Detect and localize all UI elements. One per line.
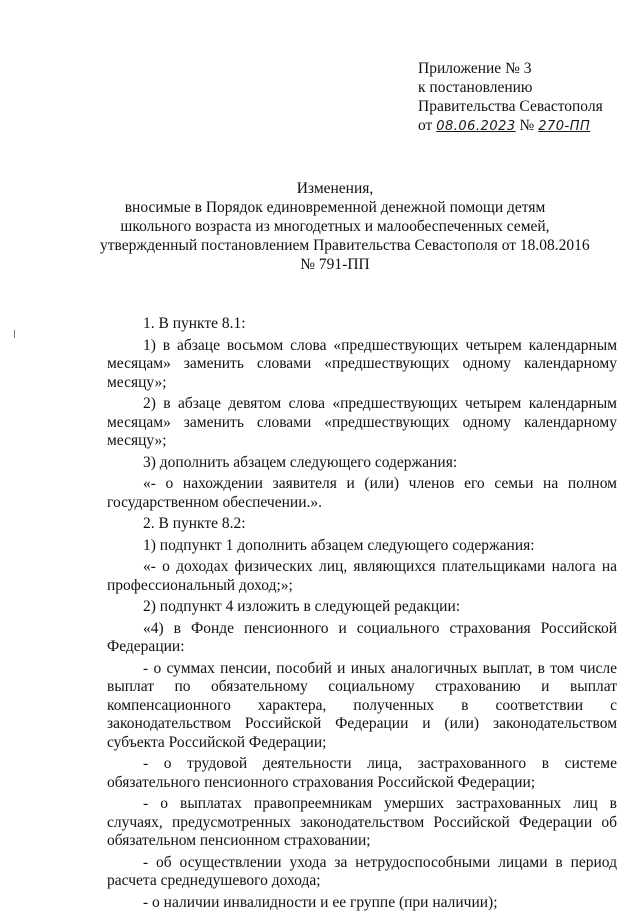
handwritten-date: 08.06.2023 [436,119,516,134]
paragraph: - о трудовой деятельности лица, застрахованного в системе обязательного пенсионного страхования Российской Федерации; [107,755,617,791]
paragraph: 2) в абзаце девятом слова «предшествующих четырем календарным месяцам» заменить словами «предшествующих одному календарному месяцу»; [107,395,617,449]
appendix-header [418,59,628,136]
document-body [107,315,617,915]
appendix-date-line [418,116,628,136]
paragraph: - об осуществлении ухода за нетрудоспособными лицами в период расчета среднедушевого дохода; [107,853,617,889]
paragraph: - о суммах пенсии, пособий и иных аналогичных выплат, в том числе выплат по обязательному социальному страхованию и выплат компенсационного характера, полученных в соответствии с законодательством Российской Федерации и (или) законодательством субъекта Российской Федерации; [107,659,617,751]
paragraph: 1) подпункт 1 дополнить абзацем следующего содержания: [143,536,535,554]
paragraph: - о наличии инвалидности и ее группе (при наличии); [143,893,498,911]
appendix-authority: Правительства Севастополя [418,98,603,115]
title-line-1: Изменения, [296,180,374,197]
from-label: от [418,117,433,134]
title-line-2: вносимые в Порядок единовременной денежной помощи детям [124,199,546,216]
number-label: № [519,117,535,134]
title-line-3: школьного возраста из многодетных и малообеспеченных семей, [120,218,550,235]
paragraph: «4) в Фонде пенсионного и социального страхования Российской Федерации: [107,619,617,655]
paragraph: «- о доходах физических лиц, являющихся плательщиками налога на профессиональный доход;»; [107,558,617,594]
title-line-4: утвержденный постановлением Правительства Севастополя от 18.08.2016 [100,237,590,254]
paragraph: 2) подпункт 4 изложить в следующей редакции: [143,598,461,615]
handwritten-number: 270-ПП [538,119,591,134]
appendix-number: Приложение № 3 [418,60,532,77]
appendix-ref: к постановлению [418,79,533,96]
paragraph: - о выплатах правопреемникам умерших застрахованных лиц в случаях, предусмотренных законодательством Российской Федерации об обязательном пенсионном страховании; [107,795,617,849]
paragraph: 3) дополнить абзацем следующего содержания: [143,453,458,471]
margin-mark [14,330,15,338]
title-line-5: № 791-ПП [300,256,370,273]
paragraph: 1. В пункте 8.1: [143,315,246,332]
paragraph: 2. В пункте 8.2: [143,515,246,532]
paragraph: «- о нахождении заявителя и (или) членов его семьи на полном государственном обеспечении.». [107,475,617,511]
document-title [100,179,590,274]
paragraph: 1) в абзаце восьмом слова «предшествующих четырем календарным месяцам» заменить словами «предшествующих одному календарному месяцу»; [107,336,617,391]
